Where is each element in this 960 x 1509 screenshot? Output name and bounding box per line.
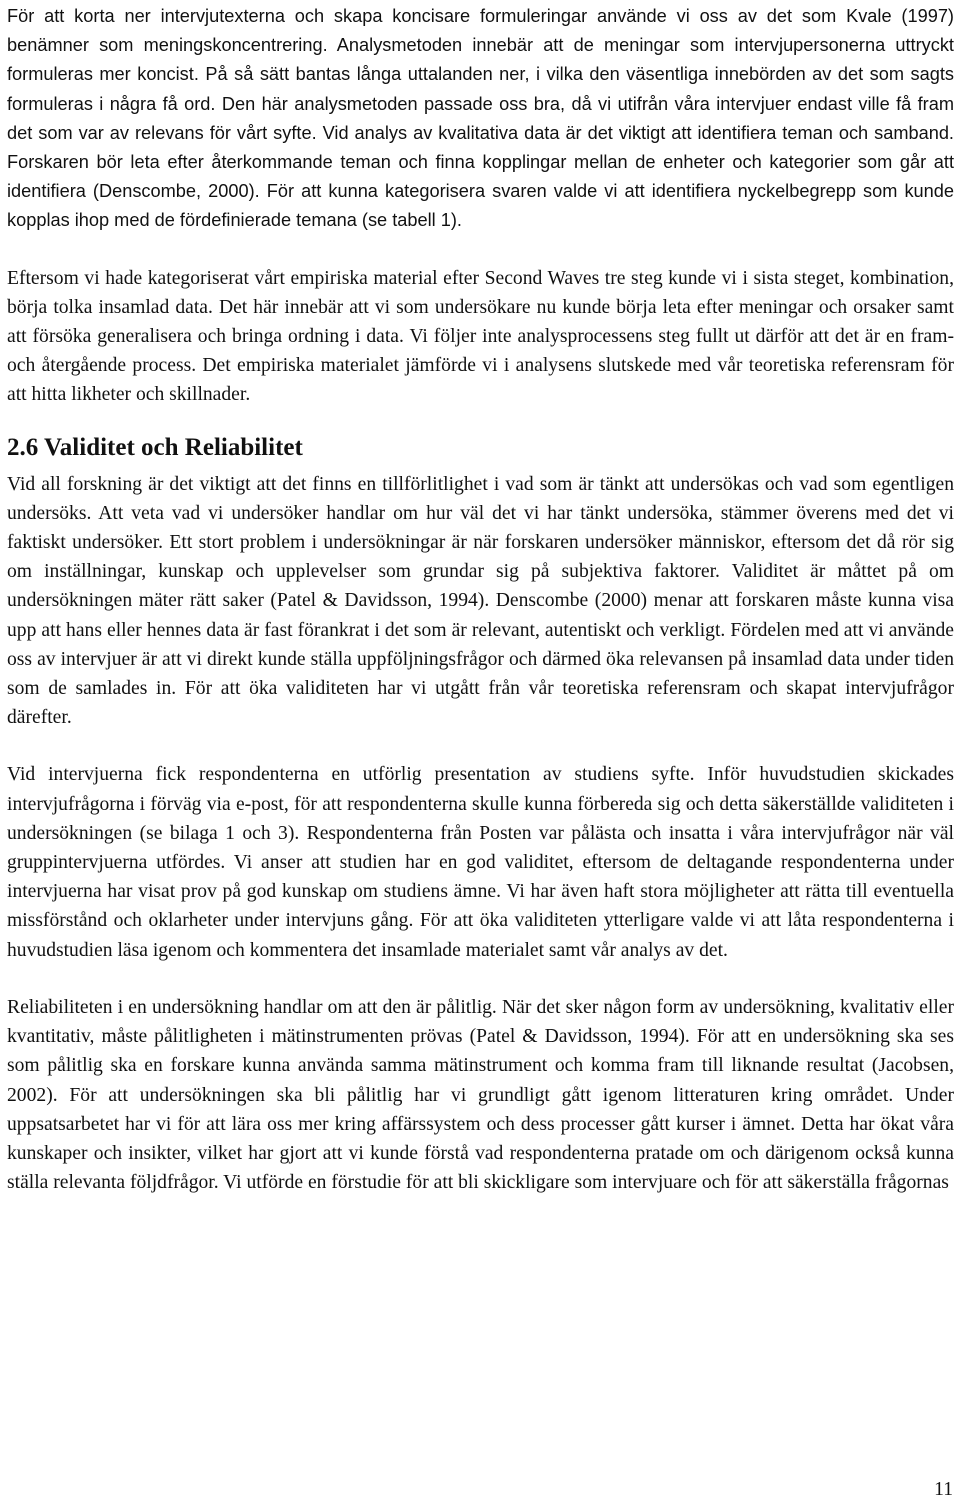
paragraph-spacer (7, 965, 954, 993)
section-heading: 2.6 Validitet och Reliabilitet (7, 433, 303, 461)
paragraph-analysis-method: För att korta ner intervjutexterna och skapa koncisare formuleringar använde vi oss av det som Kvale (1997) benämner som meningskoncentrering. Analysmetoden innebär att de meningar som intervjupersonerna uttryckt formuleras mer koncist. På så sätt bantas långa uttalanden ner, i vilka den väsentliga innebörden av det som sagts formuleras i några få ord. Den här analysmetoden passade oss bra, då vi utifrån våra intervjuer endast ville få fram det som var av relevans för vårt syfte. Vid analys av kvalitativa data är det viktigt att identifiera teman och samband. Forskaren bör leta efter återkommande teman och finna kopplingar mellan de enheter och kategorier som går att identifiera (Denscombe, 2000). För att kunna kategorisera svaren valde vi att identifiera nyckelbegrepp som kunde kopplas ihop med de fördefinierade temana (se tabell 1). (7, 6, 954, 231)
document-page (7, 2, 954, 1197)
page-number: 11 (934, 1479, 953, 1500)
paragraph-reliability: Reliabiliteten i en undersökning handlar om att den är pålitlig. När det sker någon form av undersökning, kvalitativ eller kvantitativ, måste pålitligheten i mätinstrumenten prövas (Patel & Davidsson, 1994). För att en undersökning ska ses som pålitlig ska en forskare kunna använda samma mätinstrument och komma fram till liknande resultat (Jacobsen, 2002). För att undersökningen ska bli pålitlig har vi grundligt gått igenom litteraturen kring området. Under uppsatsarbetet har vi för att lära oss mer kring affärssystem och dess processer gått kurser i ämnet. Detta har ökat våra kunskaper och insikter, vilket har gjort att vi kunde förstå vad respondenterna pratade om och därigenom också kunna ställa relevanta följdfrågor. Vi utförde en förstudie för att bli skickligare som intervjuare och för att säkerställa frågornas (7, 996, 954, 1194)
paragraph-analysis-process: Eftersom vi hade kategoriserat vårt empiriska material efter Second Waves tre steg kunde vi i sista steget, kombination, börja tolka insamlad data. Det här innebär att vi som undersökare nu kunde börja leta efter meningar och orsaker samt att försöka generalisera och bringa ordning i data. Vi följer inte analysprocessens steg fullt ut därför att det är en fram- och återgående process. Det empiriska materialet jämförde vi i analysens slutskede med vår teoretiska referensram för att hitta likheter och skillnader. (7, 267, 954, 406)
paragraph-spacer (7, 732, 954, 760)
paragraph-validity: Vid all forskning är det viktigt att det finns en tillförlitlighet i vad som är tänkt att undersökas och vad som egentligen undersöks. Att veta vad vi undersöker handlar om hur väl det vi har tänkt undersöka, stämmer överens med det vi faktiskt undersöker. Ett stort problem i undersökningar är när forskaren undersöker människor, eftersom det då rör sig om inställningar, kunskap och upplevelser som grundar sig på subjektiva faktorer. Validitet är måttet på om undersökningen mäter rätt saker (Patel & Davidsson, 1994). Denscombe (2000) menar att forskaren måste kunna visa upp att hans eller hennes data är fast förankrat i det som är relevant, autentiskt och verkligt. Fördelen med att vi använde oss av intervjuer är att vi direkt kunde ställa uppföljningsfrågor och därmed öka relevansen på insamlad data under tiden som de samlades in. För att öka validiteten har vi utgått från vår teoretiska referensram och skapat intervjufrågor därefter. (7, 473, 954, 729)
paragraph-interviews: Vid intervjuerna fick respondenterna en utförlig presentation av studiens syfte. Inför huvudstudien skickades intervjufrågorna i förväg via e-post, för att respondenterna skulle kunna förbereda sig och detta säkerställde validiteten i undersökningen (se bilaga 1 och 3). Respondenterna från Posten var pålästa och insatta i våra intervjufrågor när väl gruppintervjuerna utfördes. Vi anser att studien har en god validitet, eftersom de deltagande respondenterna under intervjuerna har visat prov på god kunskap om studiens ämne. Vi har även haft stora möjligheter att rätta till eventuella missförstånd och oklarheter under intervjuns gång. För att öka validiteten ytterligare valde vi att låta respondenterna i huvudstudien läsa igenom och kommentera det insamlade materialet samt vår analys av det. (7, 764, 954, 961)
paragraph-spacer (7, 236, 954, 264)
